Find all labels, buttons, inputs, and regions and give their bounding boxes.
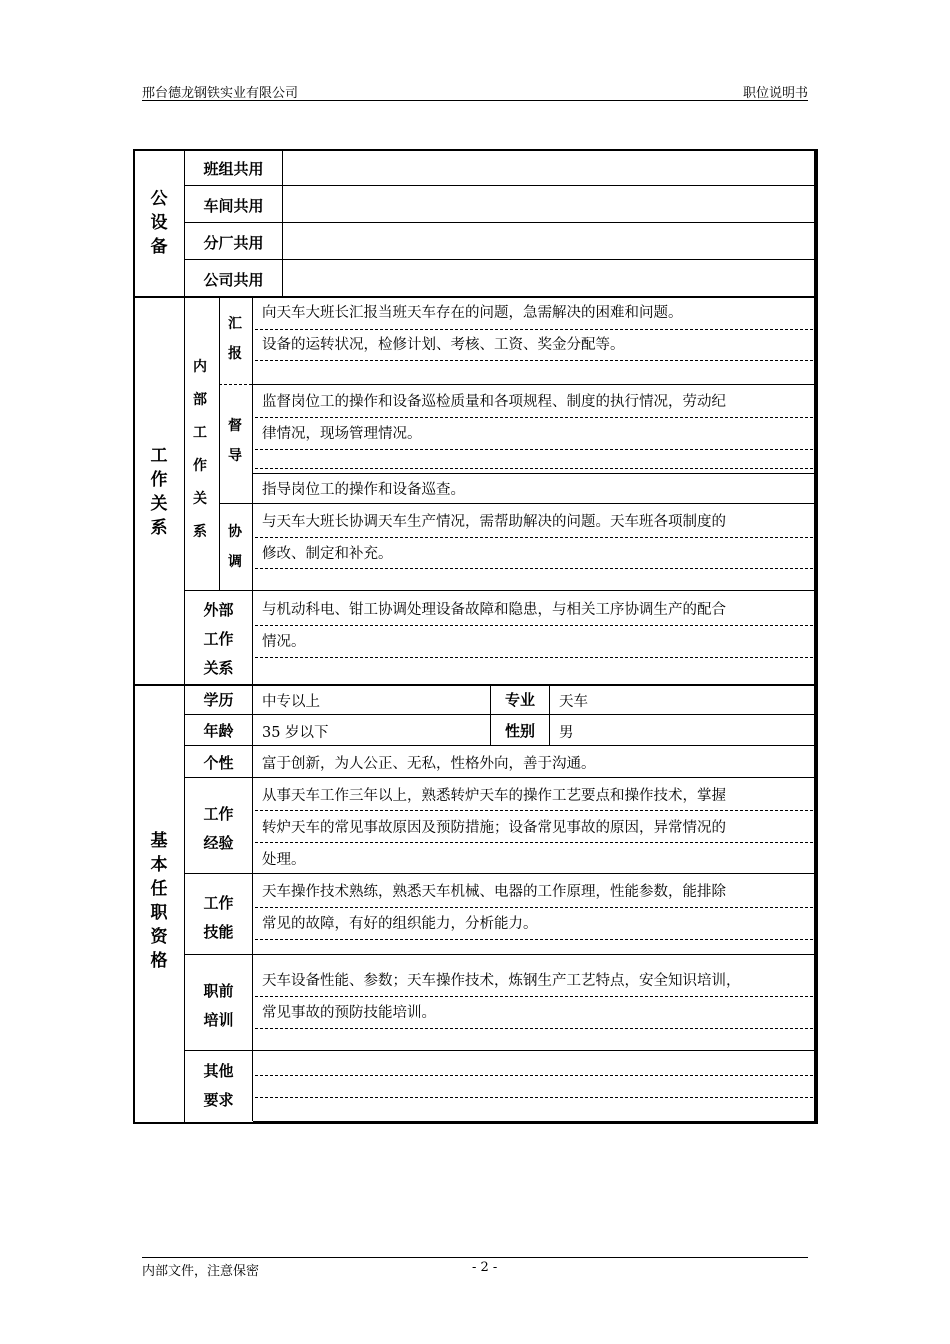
- page-number: - 2 -: [472, 1260, 498, 1275]
- skills-label: 工作 技能: [203, 894, 234, 941]
- education-label: 学历: [203, 691, 234, 709]
- supervise-label: 督导: [228, 418, 242, 464]
- gender-value: 男: [559, 725, 574, 741]
- report-line-2: 设备的运转状况，检修计划、考核、工资、奖金分配等。: [262, 337, 625, 353]
- coordinate-line-2: 修改、制定和补充。: [262, 546, 393, 562]
- major-value: 天车: [559, 694, 588, 710]
- equipment-workshop-label: 车间共用: [203, 197, 264, 215]
- external-relations-label: 外部 工作 关系: [203, 601, 234, 677]
- supervise-line-1: 监督岗位工的操作和设备巡检质量和各项规程、制度的执行情况，劳动纪: [262, 394, 726, 410]
- age-value: 35 岁以下: [262, 725, 329, 741]
- experience-line-2: 转炉天车的常见事故原因及预防措施；设备常见事故的原因，异常情况的: [262, 820, 726, 836]
- company-name: 邢台德龙钢铁实业有限公司: [142, 86, 299, 101]
- qualifications-section-label: 基本任职资格: [150, 831, 168, 971]
- internal-relations-label: 内部工作关系: [193, 359, 207, 540]
- equipment-company-label: 公司共用: [203, 271, 264, 289]
- personality-value: 富于创新，为人公正、无私，性格外向，善于沟通。: [262, 756, 596, 772]
- document-title: 职位说明书: [742, 86, 808, 101]
- page-header: [142, 80, 808, 101]
- supervise-line-2: 律情况，现场管理情况。: [262, 426, 422, 442]
- other-label: 其他 要求: [203, 1062, 234, 1109]
- external-line-2: 情况。: [262, 634, 306, 650]
- skills-line-1: 天车操作技术熟练，熟悉天车机械、电器的工作原理，性能参数，能排除: [262, 884, 726, 900]
- page-footer: [142, 1257, 808, 1279]
- experience-line-3: 处理。: [262, 852, 306, 868]
- training-label: 职前 培训: [203, 982, 234, 1029]
- training-line-1: 天车设备性能、参数；天车操作技术，炼钢生产工艺特点，安全知识培训，: [262, 973, 741, 989]
- relations-section-label: 工作关系: [150, 446, 168, 538]
- experience-label: 工作 经验: [203, 805, 234, 852]
- external-line-1: 与机动科电、钳工协调处理设备故障和隐患，与相关工序协调生产的配合: [262, 602, 726, 618]
- major-label: 专业: [504, 691, 535, 709]
- coordinate-label: 协调: [228, 524, 242, 570]
- report-line-1: 向天车大班长汇报当班天车存在的问题，急需解决的困难和问题。: [262, 305, 683, 321]
- equipment-branch-label: 分厂共用: [203, 234, 264, 252]
- personality-label: 个性: [203, 754, 234, 772]
- coordinate-line-1: 与天车大班长协调天车生产情况，需帮助解决的问题。天车班各项制度的: [262, 514, 726, 530]
- gender-label: 性别: [504, 722, 535, 740]
- equipment-section-label: 公设备: [150, 189, 168, 257]
- experience-line-1: 从事天车工作三年以上，熟悉转炉天车的操作工艺要点和操作技术，掌握: [262, 788, 726, 804]
- report-label: 汇报: [228, 316, 242, 362]
- education-value: 中专以上: [262, 694, 320, 710]
- training-line-2: 常见事故的预防技能培训。: [262, 1005, 436, 1021]
- confidential-note: 内部文件，注意保密: [142, 1264, 260, 1279]
- supervise-line-3: 指导岗位工的操作和设备巡查。: [262, 482, 465, 498]
- job-description-form: [133, 149, 818, 1124]
- skills-line-2: 常见的故障，有好的组织能力，分析能力。: [262, 916, 538, 932]
- age-label: 年龄: [203, 722, 234, 740]
- equipment-team-label: 班组共用: [203, 160, 264, 178]
